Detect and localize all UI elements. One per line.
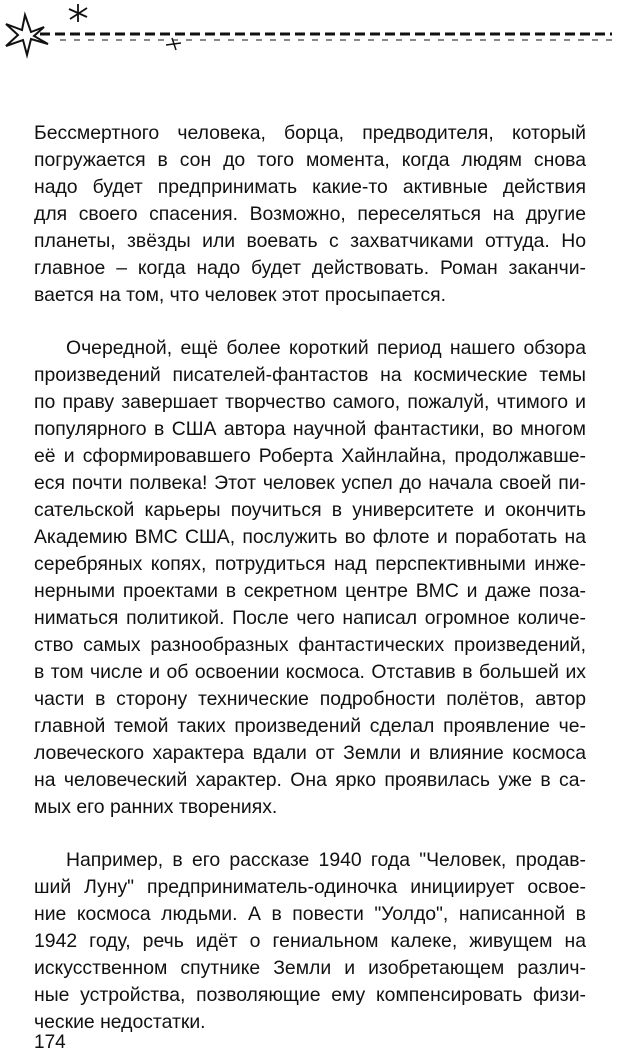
text-line: главной темой таких произведений сделал проявление че-: [34, 715, 586, 737]
text-line: для своего спасения. Возможно, переселяться на другие: [34, 203, 586, 225]
text-line: планеты, звёзды или воевать с захватчиками оттуда. Но: [34, 230, 586, 252]
text-line: в том числе и об освоении космоса. Отставив в большей их: [34, 661, 586, 683]
text-line: нерными проектами в секретном центре ВМС и даже поза-: [34, 580, 586, 602]
page-body: [34, 120, 586, 1036]
text-line: ные устройства, позволяющие ему компенсировать физи-: [34, 984, 586, 1006]
text-line: сательской карьеры поучиться в университете и окончить: [34, 499, 586, 521]
small-star-icon: [69, 4, 87, 22]
text-line: ловеческого характера вдали от Земли и влияние космоса: [34, 742, 586, 764]
text-line: произведений писателей-фантастов на космические темы: [34, 364, 586, 386]
header-ornament: [0, 0, 620, 70]
text-line: на человеческий характер. Она ярко проявилась уже в са-: [34, 769, 586, 791]
text-line: мых его ранних творениях.: [34, 796, 278, 818]
text-line: части в сторону технические подробности полётов, автор: [34, 688, 586, 710]
text-line: ческие недостатки.: [34, 1011, 206, 1033]
text-line: вается на том, что человек этот просыпается.: [34, 284, 447, 306]
text-line: популярного в США автора научной фантастики, во многом: [34, 418, 586, 440]
text-line: ство самых разнообразных фантастических произведений,: [34, 634, 586, 656]
text-line: надо будет предпринимать какие-то активные действия: [34, 176, 586, 198]
text-line: главное – когда надо будет действовать. Роман заканчи-: [34, 257, 586, 279]
text-line: Бессмертного человека, борца, предводителя, который: [34, 122, 586, 144]
text-line: ние космоса людьми. А в повести "Уолдо", написанной в: [34, 903, 586, 925]
text-line: серебряных копях, потрудиться над перспективными инже-: [34, 553, 586, 575]
paragraph-2: [34, 335, 586, 821]
text-line: еся почти полвека! Этот человек успел до начала своей пи-: [34, 472, 586, 494]
page-number: 174: [34, 1032, 66, 1053]
text-line: Например, в его рассказе 1940 года "Человек, продав-: [66, 849, 586, 871]
text-line: её и сформировавшего Роберта Хайнлайна, продолжавше-: [34, 445, 586, 467]
text-line: ший Луну" предприниматель-одиночка инициирует освое-: [34, 876, 586, 898]
text-line: погружается в сон до того момента, когда людям снова: [34, 149, 586, 171]
paragraph-3: [34, 847, 586, 1036]
text-line: Академию ВМС США, послужить во флоте и поработать на: [34, 526, 586, 548]
text-line: искусственном спутнике Земли и изобретающем различ-: [34, 957, 586, 979]
paragraph-1: [34, 120, 586, 309]
text-line: по праву завершает творчество самого, пожалуй, чтимого и: [34, 391, 586, 413]
text-line: 1942 году, речь идёт о гениальном калеке, живущем на: [34, 930, 586, 952]
text-line: ниматься политикой. После чего написал огромное количе-: [34, 607, 586, 629]
text-line: Очередной, ещё более короткий период нашего обзора: [66, 337, 586, 359]
